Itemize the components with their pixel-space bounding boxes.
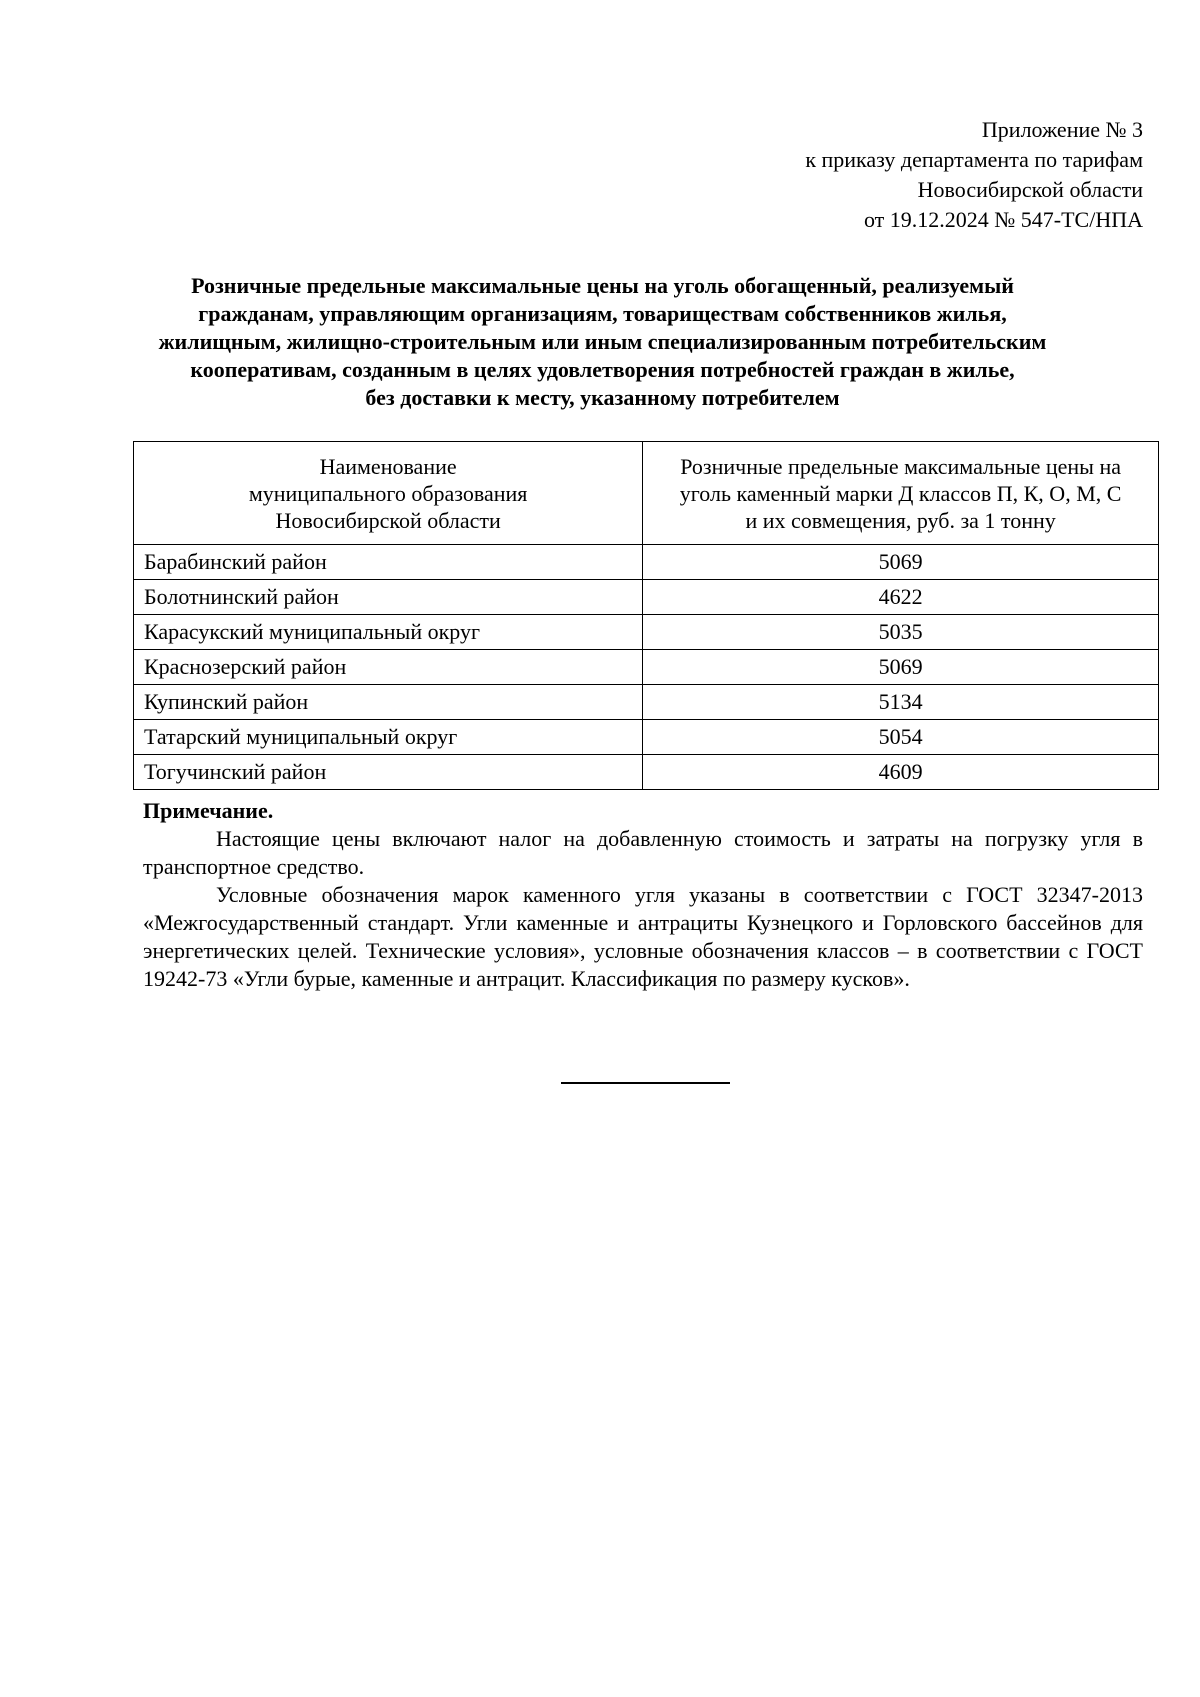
header-text: уголь каменный марки Д классов П, К, О, М, С [679, 480, 1122, 506]
title-line: жилищным, жилищно-строительным или иным специализированным потребительским [158, 329, 1047, 354]
municipality-cell: Тогучинский район [134, 755, 643, 790]
table-header-row [134, 442, 1159, 545]
price-cell: 4609 [643, 755, 1159, 790]
price-cell: 4622 [643, 580, 1159, 615]
price-cell: 5035 [643, 615, 1159, 650]
table-row [134, 650, 1159, 685]
appendix-number: Приложение № 3 [981, 117, 1143, 142]
note-section [143, 797, 1143, 993]
table-row [134, 580, 1159, 615]
price-cell: 5134 [643, 685, 1159, 720]
appendix-order-date: от 19.12.2024 № 547-ТС/НПА [863, 207, 1143, 232]
header-text: муниципального образования [248, 480, 528, 506]
price-cell: 5069 [643, 545, 1159, 580]
table-row [134, 755, 1159, 790]
price-cell: 5069 [643, 650, 1159, 685]
table-row [134, 615, 1159, 650]
municipality-cell: Карасукский муниципальный округ [134, 615, 643, 650]
note-title: Примечание. [143, 798, 274, 823]
table-row [134, 720, 1159, 755]
municipality-cell: Купинский район [134, 685, 643, 720]
document-title [130, 272, 1075, 412]
title-line: Розничные предельные максимальные цены на уголь обогащенный, реализуемый [191, 273, 1014, 298]
column-header-municipality [134, 442, 643, 545]
municipality-cell: Краснозерский район [134, 650, 643, 685]
header-text: Новосибирской области [275, 507, 501, 533]
note-paragraph: Условные обозначения марок каменного угля указаны в соответствии с ГОСТ 32347-2013 «Межгосударственный стандарт. Угли каменные и антрациты Кузнецкого и Горловского бассейнов для энергетических целей. Технические условия», условные обозначения классов – в соответствии с ГОСТ 19242-73 «Угли бурые, каменные и антрацит. Классификация по размеру кусков». [143, 882, 1143, 991]
table-row [134, 685, 1159, 720]
title-line: кооперативам, созданным в целях удовлетворения потребностей граждан в жилье, [190, 357, 1015, 382]
end-separator-line [561, 1082, 730, 1084]
table-row [134, 545, 1159, 580]
note-paragraph: Настоящие цены включают налог на добавленную стоимость и затраты на погрузку угля в транспортное средство. [143, 826, 1143, 879]
municipality-cell: Татарский муниципальный округ [134, 720, 643, 755]
appendix-order-ref: к приказу департамента по тарифам [805, 147, 1143, 172]
appendix-header [805, 115, 1143, 235]
municipality-cell: Барабинский район [134, 545, 643, 580]
title-line: гражданам, управляющим организациям, товариществам собственников жилья, [198, 301, 1007, 326]
price-table [133, 441, 1159, 790]
title-line: без доставки к месту, указанному потребителем [365, 385, 840, 410]
municipality-cell: Болотнинский район [134, 580, 643, 615]
header-text: Розничные предельные максимальные цены на [680, 453, 1121, 479]
header-text: и их совмещения, руб. за 1 тонну [745, 507, 1056, 533]
appendix-region: Новосибирской области [917, 177, 1143, 202]
header-text: Наименование [319, 453, 457, 479]
price-cell: 5054 [643, 720, 1159, 755]
column-header-price [643, 442, 1159, 545]
